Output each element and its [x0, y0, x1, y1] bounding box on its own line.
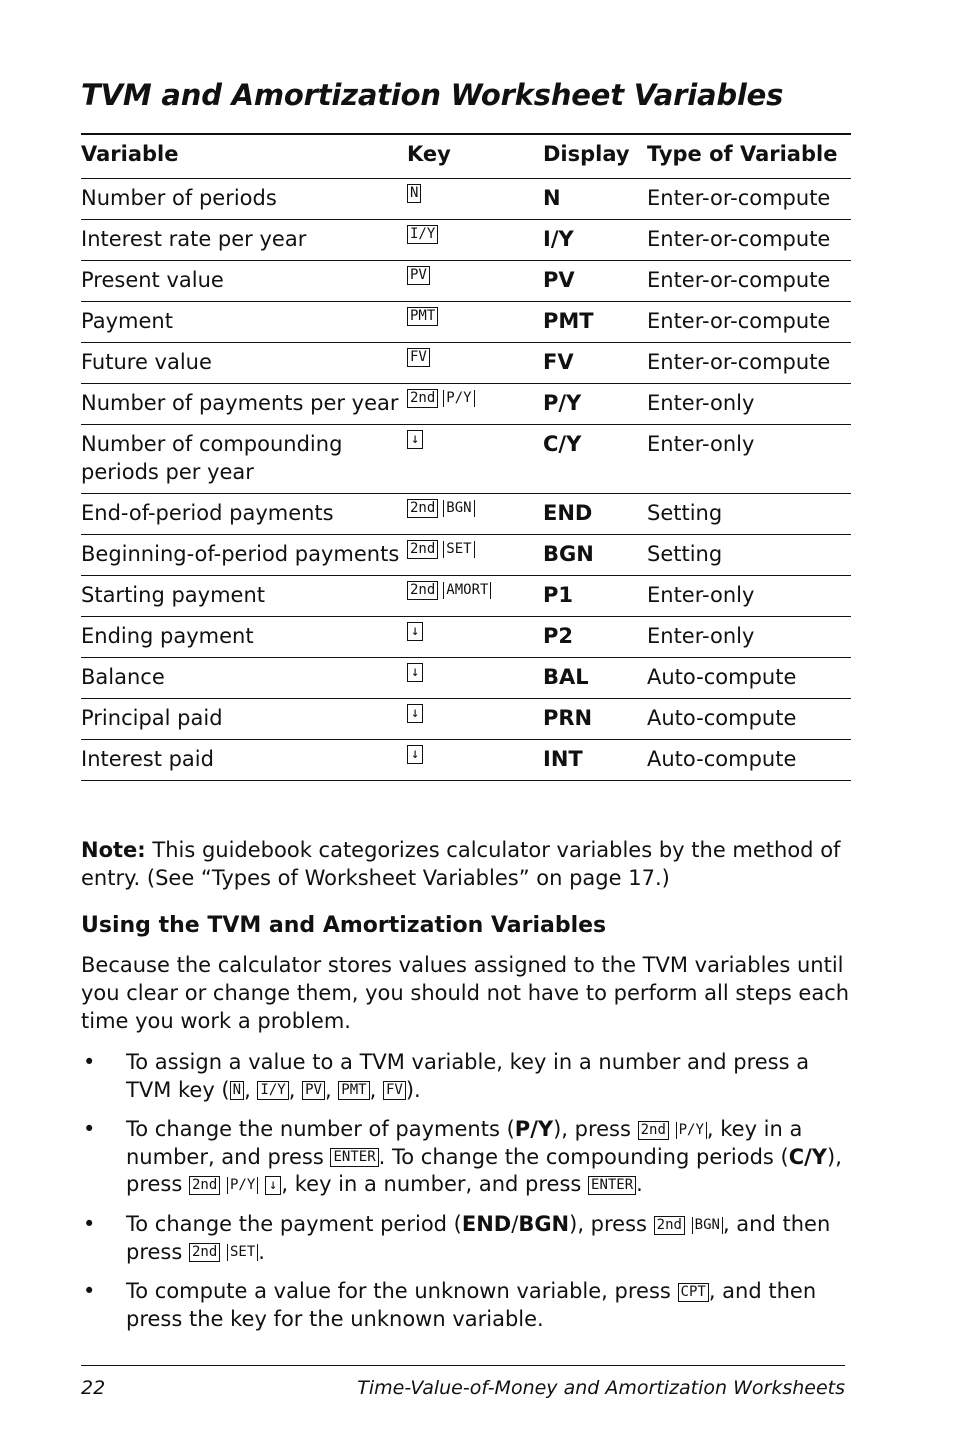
cell-type: Setting — [647, 501, 723, 525]
cell-display: PRN — [543, 706, 593, 730]
text: To assign a value to a TVM variable, key in a number and press a TVM key ( — [126, 1050, 810, 1102]
table-row — [81, 220, 851, 261]
cell-display: I/Y — [543, 227, 574, 251]
cell-key — [407, 220, 543, 261]
cell-type: Auto-compute — [647, 706, 797, 730]
calculator-key: FV — [407, 348, 430, 367]
key-n: N — [230, 1081, 244, 1100]
key-sequence — [407, 663, 543, 682]
bullet-marker: • — [83, 1050, 96, 1074]
key-set: SET — [227, 1244, 258, 1261]
bullet-marker: • — [83, 1279, 96, 1303]
key-sequence — [407, 581, 543, 600]
note-text: This guidebook categorizes calculator variables by the method of entry. (See “Types of Worksheet Variables” on page 17.) — [81, 838, 841, 890]
text-bold: C/Y — [788, 1144, 828, 1169]
cell-type: Enter-only — [647, 432, 755, 456]
text: , — [324, 1077, 339, 1102]
key-sequence — [407, 225, 543, 244]
calculator-key: 2nd — [407, 389, 438, 408]
header-key: Key — [407, 142, 451, 166]
key-2nd: 2nd — [638, 1121, 669, 1140]
cell-display: C/Y — [543, 432, 582, 456]
table-row — [81, 179, 851, 220]
calculator-key: N — [407, 184, 421, 203]
section-heading: Using the TVM and Amortization Variables — [81, 913, 607, 938]
header-type: Type of Variable — [647, 142, 838, 166]
text: , key in a number, and press — [126, 1117, 803, 1169]
page-title: TVM and Amortization Worksheet Variables — [81, 78, 784, 112]
table-row — [81, 343, 851, 384]
text-bold: P/Y — [514, 1117, 554, 1141]
key-sequence — [407, 430, 543, 449]
table-header-row — [81, 134, 851, 179]
key-py: P/Y — [676, 1122, 707, 1139]
variables-table — [81, 133, 851, 781]
bullet-compute — [81, 1278, 851, 1338]
text: . — [636, 1172, 643, 1196]
table-row — [81, 425, 851, 494]
cell-type: Enter-or-compute — [647, 227, 831, 251]
down-arrow-key-icon: ↓ — [407, 704, 423, 723]
page-number: 22 — [81, 1377, 106, 1399]
text: / — [511, 1212, 519, 1236]
calculator-key: PV — [407, 266, 430, 285]
text: , and then press — [126, 1212, 831, 1264]
key-2nd: 2nd — [654, 1216, 685, 1235]
cell-type: Enter-or-compute — [647, 350, 831, 374]
key-2nd: 2nd — [189, 1243, 220, 1262]
cell-variable: Future value — [81, 350, 212, 374]
key-sequence — [407, 184, 543, 203]
calculator-key: 2nd — [407, 540, 438, 559]
key-sequence — [407, 540, 543, 559]
key-enter: ENTER — [330, 1148, 378, 1167]
key-2nd: 2nd — [189, 1176, 220, 1195]
text: ). — [405, 1077, 421, 1102]
calculator-key: 2nd — [407, 581, 438, 600]
text: To change the payment period ( — [126, 1212, 462, 1236]
cell-type: Enter-or-compute — [647, 309, 831, 333]
footer — [81, 1377, 845, 1399]
bullet-list — [81, 1049, 851, 1338]
calculator-key: BGN — [443, 500, 474, 517]
cell-display: P1 — [543, 583, 574, 607]
key-fv: FV — [383, 1081, 406, 1100]
cell-key — [407, 699, 543, 740]
text: . To change the compounding periods ( — [378, 1144, 789, 1169]
table-row — [81, 261, 851, 302]
cell-key — [407, 658, 543, 699]
cell-type: Enter-only — [647, 624, 755, 648]
cell-display: P/Y — [543, 391, 582, 415]
table-row — [81, 740, 851, 781]
table-body — [81, 179, 851, 781]
cell-display: N — [543, 186, 561, 210]
cell-display: PV — [543, 268, 575, 292]
cell-display: P2 — [543, 624, 574, 648]
cell-display: PMT — [543, 309, 594, 333]
key-enter: ENTER — [588, 1176, 636, 1195]
header-display: Display — [543, 142, 630, 166]
table-row — [81, 535, 851, 576]
text: , — [244, 1077, 258, 1102]
bullet-change-period — [81, 1211, 851, 1278]
key-sequence — [407, 745, 543, 764]
table-row — [81, 384, 851, 425]
key-sequence — [407, 307, 543, 326]
cell-key — [407, 494, 543, 535]
key-sequence — [407, 266, 543, 285]
down-arrow-key-icon: ↓ — [407, 430, 423, 449]
text-bold: END — [461, 1212, 512, 1236]
calculator-key: SET — [443, 541, 474, 558]
text: To compute a value for the unknown variable, press — [126, 1279, 678, 1303]
key-pv: PV — [302, 1081, 325, 1100]
cell-key — [407, 576, 543, 617]
cell-type: Enter-or-compute — [647, 268, 831, 292]
key-pmt: PMT — [338, 1081, 369, 1100]
cell-display: FV — [543, 350, 574, 374]
section-intro: Because the calculator stores values assigned to the TVM variables until you clear or change them, you should not have to perform all steps each time you work a problem. — [81, 953, 850, 1033]
chapter-title: Time-Value-of-Money and Amortization Worksheets — [357, 1377, 845, 1399]
calculator-key: I/Y — [407, 225, 438, 244]
calculator-key: P/Y — [443, 390, 474, 407]
cell-key — [407, 535, 543, 576]
cell-variable: Number of payments per year — [81, 391, 399, 415]
footer-divider — [81, 1365, 845, 1366]
key-sequence — [407, 389, 543, 408]
text: ), press — [569, 1212, 654, 1236]
text: . — [258, 1239, 265, 1264]
text: To change the number of payments ( — [126, 1117, 515, 1141]
cell-variable: End-of-period payments — [81, 501, 334, 525]
text: , — [369, 1077, 383, 1102]
table-row — [81, 576, 851, 617]
cell-key — [407, 302, 543, 343]
table-row — [81, 699, 851, 740]
key-sequence — [407, 348, 543, 367]
table-row — [81, 494, 851, 535]
text: , and then press the key for the unknown variable. — [126, 1279, 817, 1331]
cell-type: Auto-compute — [647, 665, 797, 689]
cell-variable: Interest rate per year — [81, 227, 307, 251]
cell-type: Auto-compute — [647, 747, 797, 771]
cell-type: Enter-or-compute — [647, 186, 831, 210]
cell-key — [407, 617, 543, 658]
cell-variable: Balance — [81, 665, 165, 689]
cell-display: END — [543, 501, 593, 525]
text: ), press — [553, 1117, 638, 1141]
table-row — [81, 617, 851, 658]
calculator-key: PMT — [407, 307, 438, 326]
key-sequence — [407, 622, 543, 641]
cell-variable: Interest paid — [81, 747, 214, 771]
table-row — [81, 658, 851, 699]
text-bold: BGN — [518, 1212, 570, 1236]
cell-key — [407, 343, 543, 384]
cell-type: Enter-only — [647, 391, 755, 415]
header-variable: Variable — [81, 142, 179, 166]
cell-display: BAL — [543, 665, 589, 689]
bullet-marker: • — [83, 1117, 96, 1141]
cell-type: Enter-only — [647, 583, 755, 607]
cell-variable: Starting payment — [81, 583, 265, 607]
down-arrow-key-icon: ↓ — [407, 663, 423, 682]
text: , — [288, 1077, 303, 1102]
bullet-marker: • — [83, 1212, 96, 1236]
cell-variable: Payment — [81, 309, 173, 333]
table-row — [81, 302, 851, 343]
text: , key in a number, and press — [281, 1172, 589, 1196]
cell-key — [407, 425, 543, 494]
cell-variable: Ending payment — [81, 624, 254, 648]
cell-key — [407, 261, 543, 302]
key-cpt: CPT — [678, 1283, 709, 1302]
cell-key — [407, 740, 543, 781]
cell-display: INT — [543, 747, 583, 771]
key-iy: I/Y — [257, 1081, 288, 1100]
note-label: Note: — [81, 838, 146, 862]
cell-key — [407, 179, 543, 220]
key-sequence — [407, 704, 543, 723]
cell-variable: Principal paid — [81, 706, 223, 730]
key-py: P/Y — [227, 1177, 258, 1194]
cell-variable: Number of periods — [81, 186, 277, 210]
cell-variable: Number of compounding periods per year — [81, 432, 343, 484]
cell-variable: Present value — [81, 268, 224, 292]
calculator-key: 2nd — [407, 499, 438, 518]
down-arrow-key-icon: ↓ — [407, 745, 423, 764]
key-sequence — [407, 499, 543, 518]
cell-variable: Beginning-of-period payments — [81, 542, 400, 566]
key-bgn: BGN — [692, 1217, 723, 1234]
cell-key — [407, 384, 543, 425]
down-arrow-key-icon: ↓ — [265, 1176, 281, 1195]
cell-type: Setting — [647, 542, 723, 566]
note — [81, 836, 851, 892]
calculator-key: AMORT — [443, 582, 491, 599]
down-arrow-key-icon: ↓ — [407, 622, 423, 641]
bullet-change-payments — [81, 1116, 851, 1211]
bullet-assign-value — [81, 1049, 851, 1116]
text: ), press — [126, 1144, 842, 1196]
cell-display: BGN — [543, 542, 594, 566]
